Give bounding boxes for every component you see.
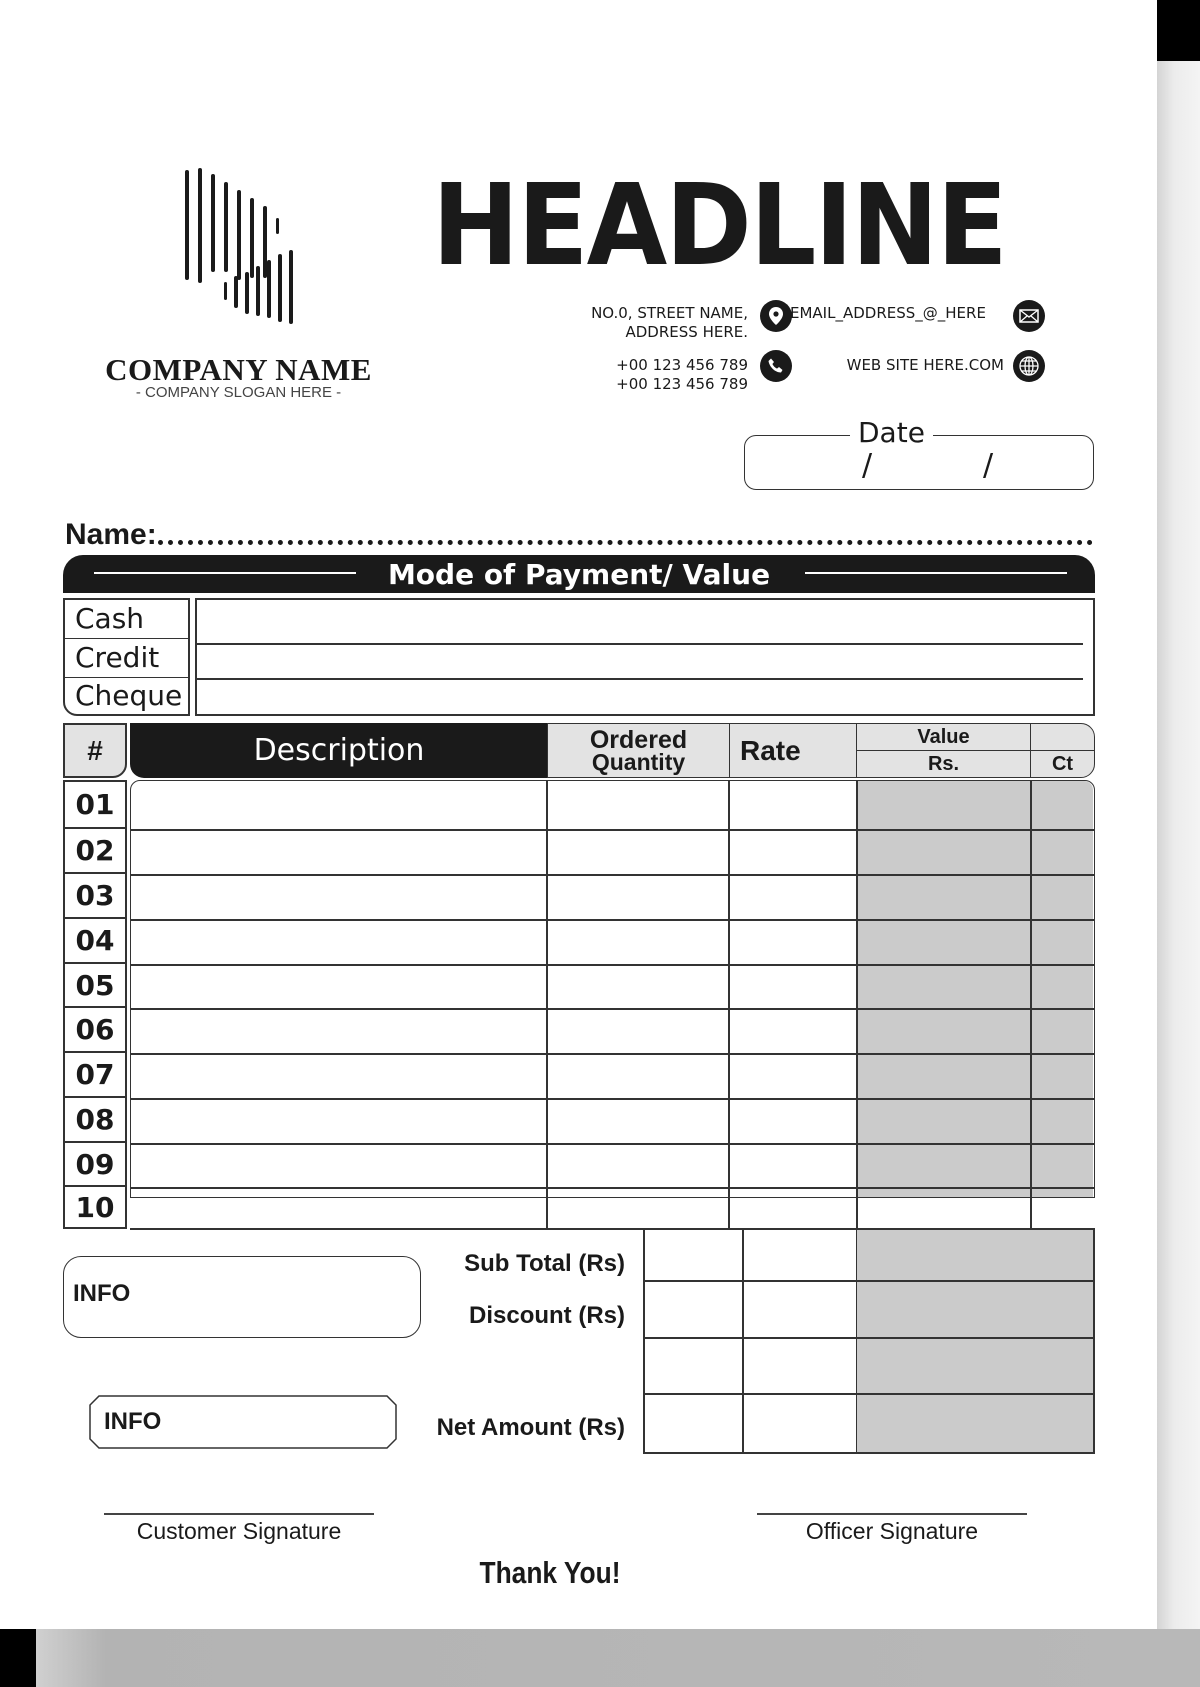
description-column-inputs[interactable]	[131, 781, 545, 1228]
company-slogan: - COMPANY SLOGAN HERE -	[135, 384, 342, 401]
quantity-label: Quantity	[591, 748, 686, 775]
value-rs-column-inputs[interactable]	[858, 781, 1029, 1228]
address-line-1: NO.0, STREET NAME,	[591, 304, 748, 322]
payment-mode-cheque: Cheque	[75, 679, 183, 712]
column-header-number: #	[63, 723, 127, 778]
row-number: 05	[63, 964, 127, 1008]
payment-mode-cash: Cash	[65, 600, 188, 639]
date-separator: /	[983, 448, 994, 483]
paper-shadow-bottom	[36, 1629, 1200, 1687]
payment-value-field[interactable]	[195, 598, 1095, 716]
row-number: 10	[63, 1187, 127, 1229]
customer-signature-line[interactable]	[104, 1513, 374, 1515]
envelope-icon	[1013, 300, 1045, 332]
rate-column-inputs[interactable]	[730, 781, 855, 1228]
sub-total-label: Sub Total (Rs)	[464, 1250, 625, 1277]
address-block	[520, 304, 748, 342]
company-name: COMPANY NAME	[105, 352, 372, 387]
row-number: 06	[63, 1008, 127, 1053]
customer-signature-label: Customer Signature	[136, 1518, 342, 1544]
date-separator: /	[862, 448, 873, 483]
row-number: 07	[63, 1053, 127, 1098]
ordered-label: Ordered	[589, 725, 688, 754]
column-header-description: Description	[130, 723, 548, 778]
row-number: 08	[63, 1098, 127, 1143]
row-divider	[643, 1452, 1095, 1454]
info-label: INFO	[73, 1280, 131, 1307]
totals-inputs[interactable]	[645, 1230, 1093, 1452]
phone-icon	[760, 350, 792, 382]
name-label: Name:	[65, 518, 157, 551]
net-amount-label: Net Amount (Rs)	[436, 1414, 625, 1441]
globe-icon	[1013, 350, 1045, 382]
backdrop-corner	[0, 1629, 36, 1687]
officer-signature-line[interactable]	[757, 1513, 1027, 1515]
officer-signature-label: Officer Signature	[805, 1518, 979, 1544]
ordered-quantity-column-inputs[interactable]	[548, 781, 727, 1228]
column-header-ct: Ct	[1030, 750, 1095, 778]
date-label: Date	[850, 416, 933, 449]
headline: HEADLINE	[432, 161, 1006, 291]
backdrop-corner	[1157, 0, 1200, 61]
location-pin-icon	[760, 300, 792, 332]
column-header-rate: Rate	[729, 723, 857, 778]
column-header-value-spacer	[1030, 723, 1095, 751]
value-ct-column-inputs[interactable]	[1032, 781, 1094, 1228]
address-line-2: ADDRESS HERE.	[625, 323, 748, 341]
phone-number-1: +00 123 456 789	[616, 356, 748, 374]
row-number: 03	[63, 874, 127, 919]
row-number: 02	[63, 829, 127, 874]
payment-title: Mode of Payment/ Value	[387, 558, 771, 591]
info-label: INFO	[104, 1408, 162, 1435]
column-header-rs: Rs.	[856, 750, 1031, 778]
payment-row-line	[197, 678, 1083, 680]
payment-row-line	[197, 643, 1083, 645]
phone-number-2: +00 123 456 789	[616, 375, 748, 393]
paper-shadow-right	[1157, 61, 1200, 1687]
column-header-value: Value	[856, 723, 1031, 751]
row-number: 09	[63, 1143, 127, 1187]
payment-mode-credit: Credit	[65, 639, 188, 678]
payment-mode-labels	[63, 598, 190, 716]
website-text: WEB SITE HERE.COM	[846, 356, 1004, 374]
column-header-ordered-quantity	[547, 723, 730, 778]
thank-you-text: Thank You!	[479, 1555, 621, 1590]
email-text: EMAIL_ADDRESS_@_HERE	[790, 304, 986, 322]
name-input-line[interactable]	[158, 540, 1093, 545]
row-number: 04	[63, 919, 127, 964]
row-number: 01	[63, 781, 127, 829]
totals-border-right	[1093, 1228, 1095, 1454]
discount-label: Discount (Rs)	[469, 1302, 625, 1329]
striped-logo-icon	[180, 168, 300, 328]
phone-block	[560, 356, 748, 394]
